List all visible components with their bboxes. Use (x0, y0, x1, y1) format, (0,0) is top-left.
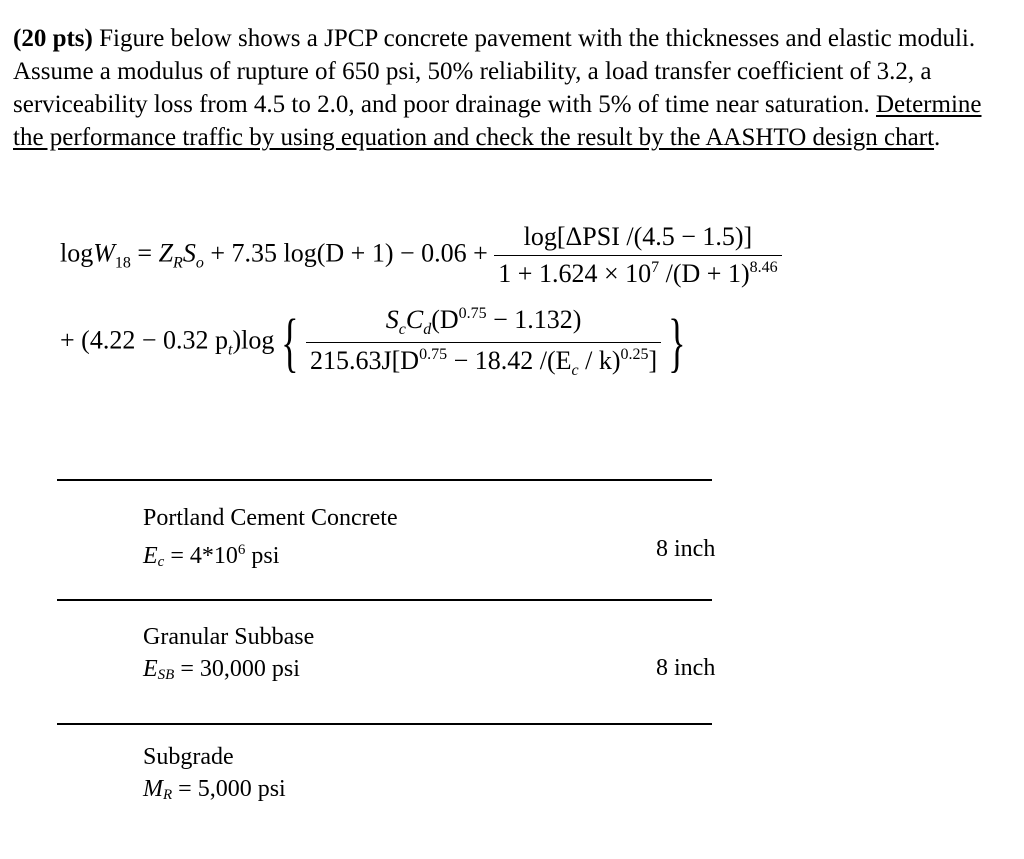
layer-divider-subbase-subgrade (57, 723, 712, 725)
serviceability-fraction (494, 222, 781, 289)
slab-fraction (306, 305, 661, 380)
layer-pcc-modulus: $E_c = 4*10^6$ psi (143, 542, 280, 570)
points-label: (20 pts) (13, 25, 93, 52)
layer-divider-top (57, 479, 712, 481)
layer-subgrade (143, 741, 286, 811)
layer-subbase-thickness: 8 inch (656, 655, 716, 681)
frac2-numerator: $S_cC_d(D^{0.75} - 1.132)$ (385, 305, 582, 338)
frac1-numerator: log[ΔPSI /(4.5 − 1.5)] (523, 222, 753, 251)
equation-line-1: $\log W_{18} = Z_RS_o + 7.35$ log(D + 1) − 0.06 + $\frac{\text{log[ΔPSI /(4.5 − 1.5)]}}{1 + 1.624 \times 10^7 /(D + 1)^{8.46}}$ (60, 222, 782, 289)
layer-subgrade-modulus: $M_R = 5,000$ psi (143, 776, 286, 803)
layer-pcc-name: Portland Cement Concrete (143, 505, 398, 531)
layer-subgrade-name: Subgrade (143, 744, 234, 770)
task-end: . (934, 124, 941, 151)
layer-pcc (143, 502, 398, 578)
layer-subbase-name: Granular Subbase (143, 624, 315, 650)
layer-pcc-thickness: 8 inch (656, 536, 716, 562)
eq-line1-terms: + 7.35 log(D + 1) − 0.06 + (203, 238, 488, 268)
equation-line-2: + (4.22 − 0.32 $p_t)\log$ { $\frac{S_cC_d(D^{0.75} - 1.132)}{215.63J[D^{0.75} - 18.42 /(E_c / k)^{0.25}]}$ } (60, 305, 686, 379)
task-text: Determine the performance traffic by using equation and check the result by the AASHTO design chart (13, 91, 982, 151)
frac2-denominator: $215.63J[D^{0.75} - 18.42$ $/(E_c / k)^{0.25}$] (306, 342, 661, 380)
layer-divider-pcc-subbase (57, 599, 712, 601)
problem-text: Figure below shows a JPCP concrete pavement with the thicknesses and elastic moduli. Assume a modulus of rupture of 650 psi, 50% reliability, a load transfer coefficient of 3.2, a serviceability loss from 4.5 to 2.0, and poor drainage with 5% of time near saturation. (13, 25, 976, 118)
problem-statement (13, 22, 1003, 154)
frac1-denominator: $1 + 1.624 \times 10^7$ $/(D + 1)^{8.46}$ (494, 255, 781, 289)
layer-subbase-modulus: $E_{SB} = 30,000$ psi (143, 656, 300, 683)
eq-equals: = (137, 238, 159, 268)
layer-subbase (143, 621, 314, 691)
